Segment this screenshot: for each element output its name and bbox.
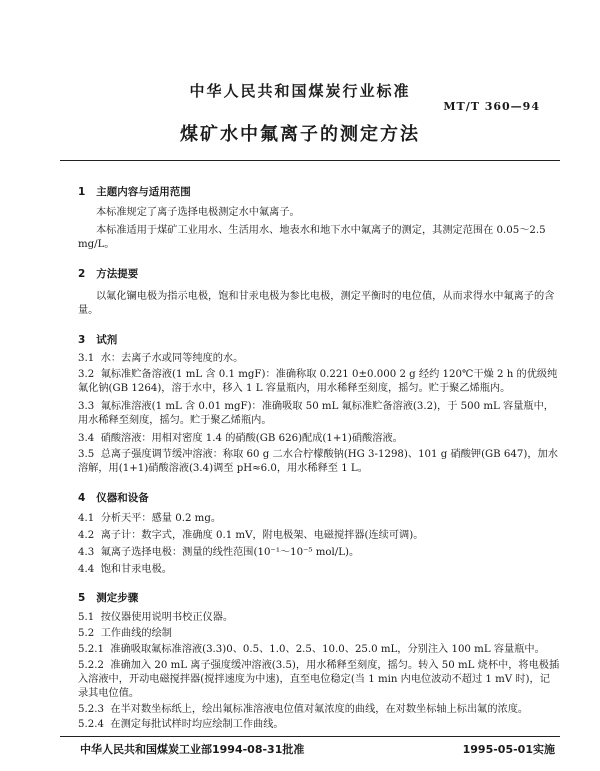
item-number: 4.1 <box>78 513 95 524</box>
item-text: 离子计：数字式，准确度 0.1 mV，附电极架、电磁搅拌器(连续可调)。 <box>100 530 424 541</box>
section-title: 测定步骤 <box>96 592 139 604</box>
implementation-date: 1995-05-01实施 <box>462 743 555 756</box>
section-heading-2 <box>78 266 138 281</box>
item-number: 5.2 <box>78 628 95 639</box>
paragraph: 以氟化镧电极为指示电极，饱和甘汞电极为参比电极，测定平衡时的电位值，从而求得水中氟离子的含量。 <box>78 291 555 316</box>
item-number: 5.2.3 <box>78 704 104 715</box>
item-number: 4.3 <box>78 547 95 558</box>
list-item <box>78 432 560 446</box>
item-text: 硝酸溶液：用相对密度 1.4 的硝酸(GB 626)配成(1+1)硝酸溶液。 <box>100 433 403 444</box>
item-number: 3.3 <box>78 401 95 412</box>
footer-divider <box>60 736 560 737</box>
paragraph: 本标准适用于煤矿工业用水、生活用水、地表水和地下水中氟离子的测定，其测定范围在 0.05～2.5 mg/L。 <box>78 225 546 250</box>
section-title: 主题内容与适用范围 <box>96 186 191 198</box>
item-text: 氟标准贮备溶液(1 mL 含 0.1 mgF)：准确称取 0.221 0±0.000 2 g 经约 120℃干燥 2 h 的优级纯氟化钠(GB 1264)，溶于水中，移入 1 L 容量瓶内，用水稀释至刻度，摇匀。贮于聚乙烯瓶内。 <box>78 369 558 394</box>
list-item <box>78 512 560 526</box>
section-number: 3 <box>78 334 86 346</box>
list-item <box>78 529 560 543</box>
item-text: 分析天平：感量 0.2 mg。 <box>100 513 222 524</box>
standard-body: 中华人民共和国煤炭行业标准 <box>189 82 411 100</box>
list-item <box>78 611 560 625</box>
item-number: 3.2 <box>78 369 95 380</box>
section-heading-5 <box>78 590 138 605</box>
item-number: 3.4 <box>78 433 95 444</box>
list-item <box>78 546 560 560</box>
list-item <box>78 659 560 701</box>
item-number: 4.2 <box>78 530 95 541</box>
item-number: 5.1 <box>78 612 95 623</box>
document-title: 煤矿水中氟离子的测定方法 <box>180 124 420 145</box>
section-number: 2 <box>78 268 86 280</box>
section-title: 试剂 <box>96 334 118 346</box>
list-item <box>78 643 560 657</box>
approval-note: 中华人民共和国煤炭工业部1994-08-31批准 <box>80 743 305 756</box>
item-text: 准确吸取氟标准溶液(3.3)0、0.5、1.0、2.5、10.0、25.0 mL，分别注入 100 mL 容量瓶中。 <box>110 644 545 655</box>
list-item <box>78 368 560 396</box>
item-text: 饱和甘汞电极。 <box>100 564 172 575</box>
list-item <box>78 400 560 428</box>
item-number: 3.5 <box>78 449 95 460</box>
item-text: 氟标准溶液(1 mL 含 0.01 mgF)：准确吸取 50 mL 氟标准贮备溶液(3.2)，于 500 mL 容量瓶中，用水稀释至刻度，摇匀。贮于聚乙烯瓶内。 <box>78 401 554 426</box>
item-text: 在半对数坐标纸上，绘出氟标准溶液电位值对氟浓度的曲线，在对数坐标轴上标出氟的浓度。 <box>110 704 529 715</box>
list-item <box>78 718 560 732</box>
title-divider <box>60 160 560 161</box>
item-text: 在测定每批试样时均应绘制工作曲线。 <box>110 719 284 730</box>
standard-code: MT/T 360—94 <box>443 100 540 113</box>
item-number: 4.4 <box>78 564 95 575</box>
list-item <box>78 627 560 641</box>
section-number: 4 <box>78 492 86 504</box>
item-number: 3.1 <box>78 353 95 364</box>
item-text: 准确加入 20 mL 离子强度缓冲溶液(3.5)，用水稀释至刻度，摇匀。转入 50 mL 烧杯中，将电极插入溶液中，开动电磁搅拌器(搅拌速度为中速)，直至电位稳定(当 1 min 内电位波动不超过 1 mV 时)，记录其电位值。 <box>78 660 560 699</box>
item-text: 氟离子选择电极：测量的线性范围(10⁻¹～10⁻⁵ mol/L)。 <box>100 547 360 558</box>
item-number: 5.2.2 <box>78 660 104 671</box>
section-heading-3 <box>78 332 117 347</box>
section-title: 方法提要 <box>96 268 139 280</box>
item-text: 总离子强度调节缓冲溶液：称取 60 g 二水合柠檬酸钠(HG 3-1298)、101 g 硝酸钾(GB 647)，加水溶解，用(1+1)硝酸溶液(3.4)调至 pH≈6.0，用水稀释至 1 L。 <box>78 449 558 474</box>
list-item <box>78 703 560 717</box>
section-heading-1 <box>78 184 191 199</box>
item-number: 5.2.4 <box>78 719 104 730</box>
section-number: 1 <box>78 186 86 198</box>
list-item <box>78 352 560 366</box>
item-text: 按仪器使用说明书校正仪器。 <box>100 612 234 623</box>
item-number: 5.2.1 <box>78 644 104 655</box>
paragraph: 本标准规定了离子选择电极测定水中氟离子。 <box>96 207 300 218</box>
section-title: 仪器和设备 <box>96 492 149 504</box>
section-number: 5 <box>78 592 86 604</box>
section-heading-4 <box>78 490 149 505</box>
list-item <box>78 448 560 476</box>
item-text: 水：去离子水或同等纯度的水。 <box>100 353 244 364</box>
item-text: 工作曲线的绘制 <box>100 628 172 639</box>
list-item <box>78 563 560 577</box>
